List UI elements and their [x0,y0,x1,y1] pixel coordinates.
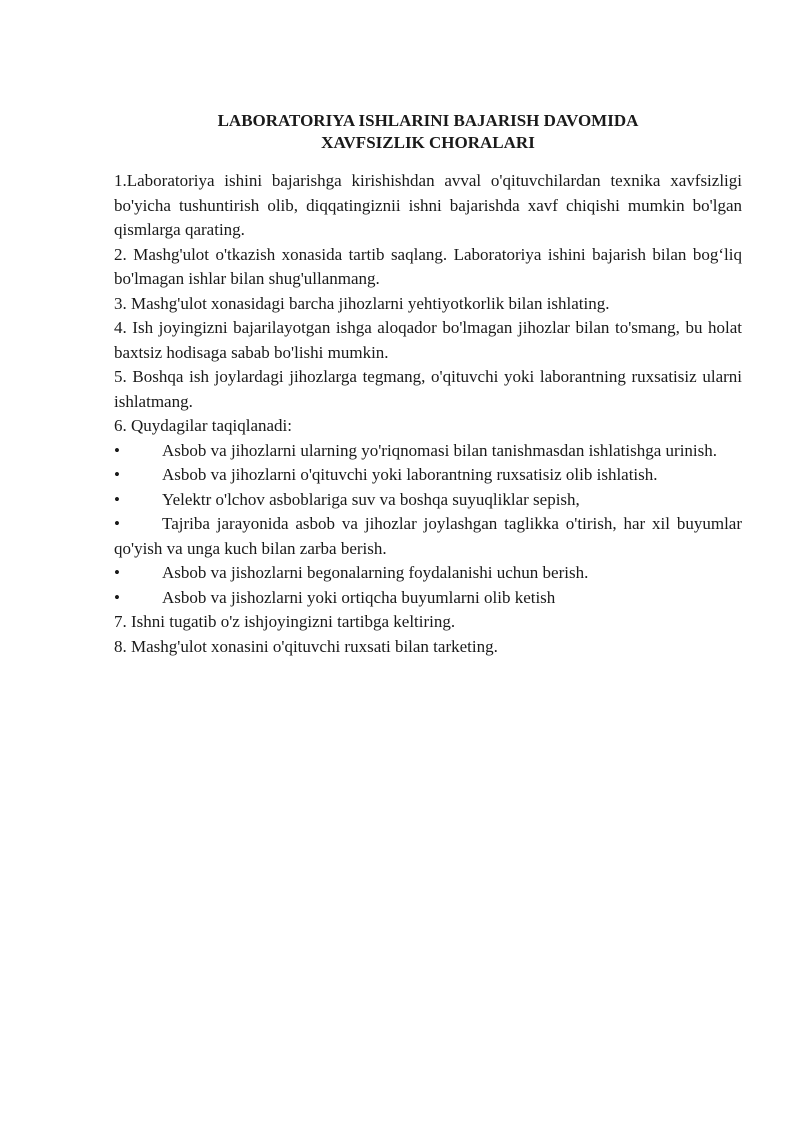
paragraph-7: 7. Ishni tugatib o'z ishjoyingizni tartibga keltiring. [114,612,456,631]
document-title [114,110,742,154]
bullet-text: Tajriba jarayonida asbob va jihozlar joylashgan taglikka o'tirish, har xil buyumlar qo'yish va unga kuch bilan zarba berish. [114,514,742,558]
bullet-text: Asbob va jishozlarni begonalarning foydalanishi uchun berish. [162,563,589,582]
bullet-item-3 [114,488,742,513]
bullet-text: Yelektr o'lchov asboblariga suv va boshqa suyuqliklar sepish, [162,489,580,509]
paragraph-4: 4. Ish joyingizni bajarilayotgan ishga aloqador bo'lmagan jihozlar bilan to'smang, bu holat baxtsiz hodisaga sabab bo'lishi mumkin. [114,318,742,362]
bullet-mark: • [114,440,120,460]
bullet-item-6 [114,586,742,611]
bullet-text: Asbob va jihozlarni ularning yo'riqnomasi bilan tanishmasdan ishlatishga urinish. [162,440,718,460]
title-line-1: LABORATORIYA ISHLARINI BAJARISH DAVOMIDA [217,111,639,130]
bullet-text: Asbob va jishozlarni yoki ortiqcha buyumlarni olib ketish [162,587,556,607]
bullet-item-5 [114,561,742,586]
paragraph-5: 5. Boshqa ish joylardagi jihozlarga tegmang, o'qituvchi yoki laborantning ruxsatisiz ularni ishlatmang. [114,367,742,411]
paragraph-6: 6. Quydagilar taqiqlanadi: [114,416,292,435]
bullet-item-2 [114,463,742,488]
paragraph-2: 2. Mashg'ulot o'tkazish xonasida tartib saqlang. Laboratoriya ishini bajarish bilan bog‘liq bo'lmagan ishlar bilan shug'ullanmang. [114,244,742,288]
bullet-mark: • [114,514,120,533]
paragraph-3: 3. Mashg'ulot xonasidagi barcha jihozlarni yehtiyotkorlik bilan ishlating. [114,293,610,313]
paragraph-1: 1.Laboratoriya ishini bajarishga kirishishdan avval o'qituvchilardan texnika xavfsizligi bo'yicha tushuntirish olib, diqqatingiznii ishni bajarishda xavf chiqishi mumkin bo'lgan qismlarga qarating. [114,171,742,239]
bullet-mark: • [114,563,120,582]
bullet-mark: • [114,465,120,484]
bullet-mark: • [114,489,120,509]
bullet-item-4 [114,512,742,561]
bullet-item-1 [114,439,742,464]
title-line-2: XAVFSIZLIK CHORALARI [321,133,535,152]
bullet-mark: • [114,587,120,607]
document-page [114,110,742,659]
bullet-text: Asbob va jihozlarni o'qituvchi yoki laborantning ruxsatisiz olib ishlatish. [162,465,658,484]
paragraph-8: 8. Mashg'ulot xonasini o'qituvchi ruxsati bilan tarketing. [114,636,498,656]
